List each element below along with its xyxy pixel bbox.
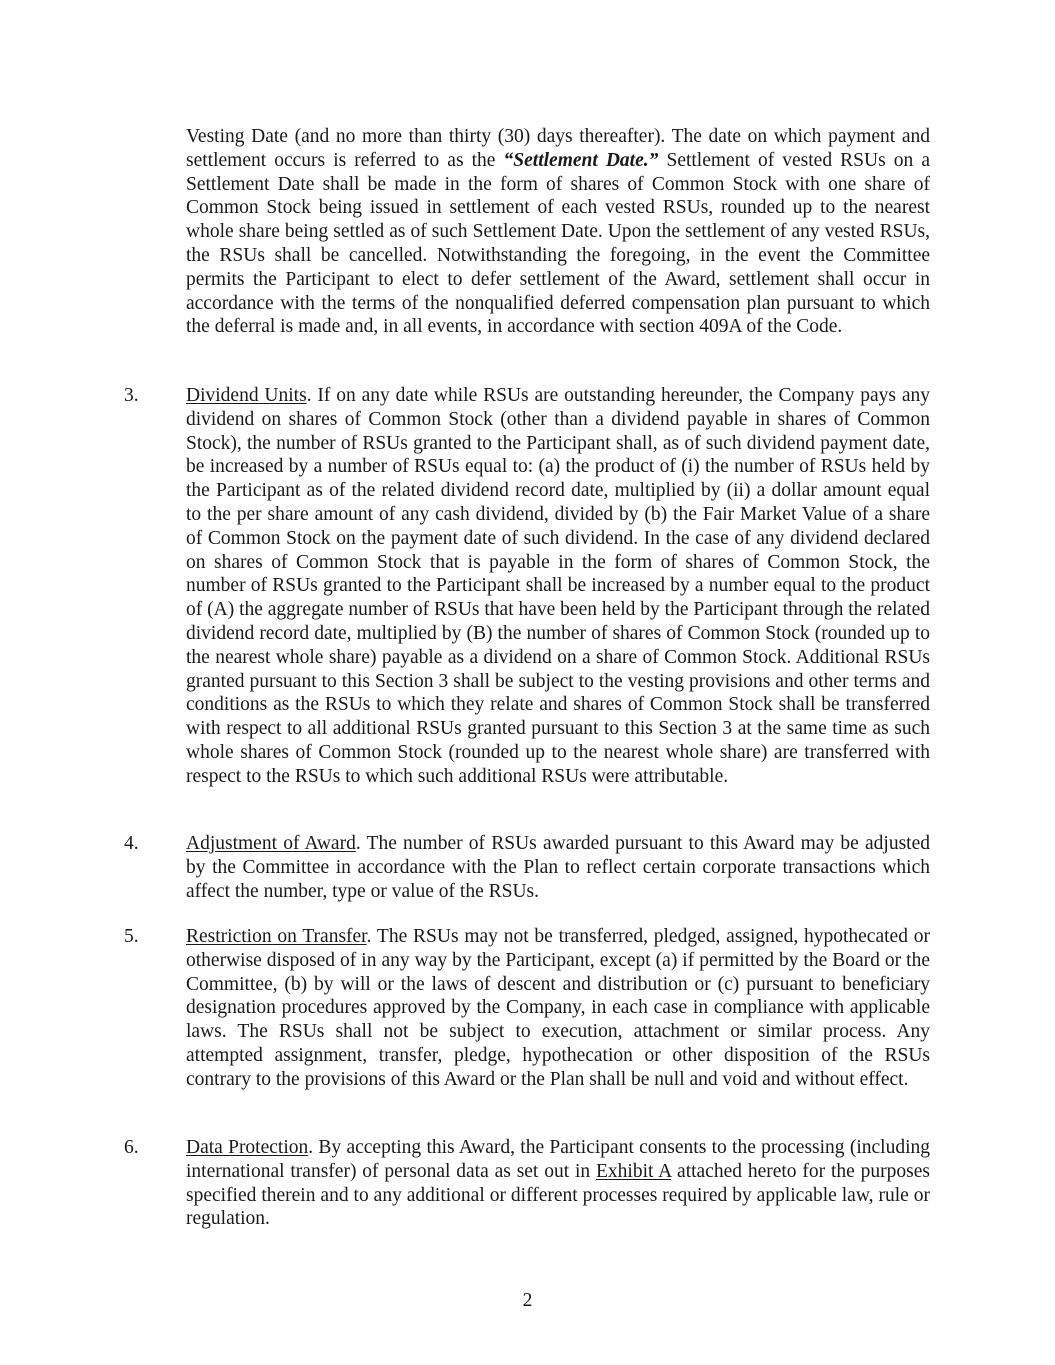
section-6-number: 6.: [124, 1137, 139, 1158]
settlement-continuation-paragraph: [186, 125, 930, 339]
continuation-text-2: Settlement of vested RSUs on a Settlement Date shall be made in the form of shares of Common Stock with one share of Common Stock being issued in settlement of each vested RSUs, rounded up to the nearest whole share being settled as of such Settlement Date. Upon the settlement of any vested RSUs, the RSUs shall be cancelled. Notwithstanding the foregoing, in the event the Committee permits the Participant to elect to defer settlement of the Award, settlement shall occur in accordance with the terms of the nonqualified deferred compensation plan pursuant to which the deferral is made and, in all events, in accordance with section 409A of the Code.: [186, 149, 931, 338]
section-4-heading: Adjustment of Award: [186, 833, 356, 854]
section-6-paragraph: [186, 1136, 930, 1231]
section-5-heading: Restriction on Transfer: [186, 926, 367, 947]
section-5-body: . The RSUs may not be transferred, pledged, assigned, hypothecated or otherwise disposed of in any way by the Participant, except (a) if permitted by the Board or the Committee, (b) by will or the laws of descent and distribution or (c) pursuant to beneficiary designation procedures approved by the Company, in each case in compliance with applicable laws. The RSUs shall not be subject to execution, attachment or similar process. Any attempted assignment, transfer, pledge, hypothecation or other disposition of the RSUs contrary to the provisions of this Award or the Plan shall be null and void and without effect.: [186, 926, 930, 1090]
settlement-date-defined-term: “Settlement Date.”: [503, 149, 659, 171]
section-3-heading: Dividend Units: [186, 385, 307, 406]
section-4-paragraph: [186, 832, 930, 903]
section-3-number: 3.: [124, 385, 139, 406]
section-6-body-2: attached hereto for the purposes specified therein and to any additional or different processes required by applicable law, rule or regulation.: [186, 1160, 930, 1230]
page-number: 2: [522, 1290, 533, 1311]
section-5-number: 5.: [124, 926, 139, 947]
section-4-number: 4.: [124, 833, 139, 854]
section-4-body: . The number of RSUs awarded pursuant to this Award may be adjusted by the Committee in accordance with the Plan to reflect certain corporate transactions which affect the number, type or value of the RSUs.: [186, 833, 930, 902]
section-6-heading: Data Protection: [186, 1137, 309, 1158]
section-6-body-1: . By accepting this Award, the Participant consents to the processing (including international transfer) of personal data as set out in: [186, 1137, 930, 1182]
continuation-text-1: Vesting Date (and no more than thirty (30) days thereafter). The date on which payment and settlement occurs is referred to as the: [186, 126, 930, 171]
section-3-paragraph: [186, 384, 930, 789]
section-5-paragraph: [186, 925, 930, 1092]
exhibit-a-reference: Exhibit A: [595, 1160, 672, 1182]
section-3-body: . If on any date while RSUs are outstanding hereunder, the Company pays any dividend on shares of Common Stock (other than a dividend payable in shares of Common Stock), the number of RSUs granted to the Participant shall, as of such dividend payment date, be increased by a number of RSUs equal to: (a) the product of (i) the number of RSUs held by the Participant as of the related dividend record date, multiplied by (ii) a dollar amount equal to the per share amount of any cash dividend, divided by (b) the Fair Market Value of a share of Common Stock on the payment date of such dividend. In the case of any dividend declared on shares of Common Stock that is payable in the form of shares of Common Stock, the number of RSUs granted to the Participant shall be increased by a number equal to the product of (A) the aggregate number of RSUs that have been held by the Participant through the related dividend record date, multiplied by (B) the number of shares of Common Stock (rounded up to the nearest whole share) payable as a dividend on a share of Common Stock. Additional RSUs granted pursuant to this Section 3 shall be subject to the vesting provisions and other terms and conditions as the RSUs to which they relate and shares of Common Stock shall be transferred with respect to all additional RSUs granted pursuant to this Section 3 at the same time as such whole shares of Common Stock (rounded up to the nearest whole share) are transferred with respect to the RSUs to which such additional RSUs were attributable.: [186, 385, 931, 787]
